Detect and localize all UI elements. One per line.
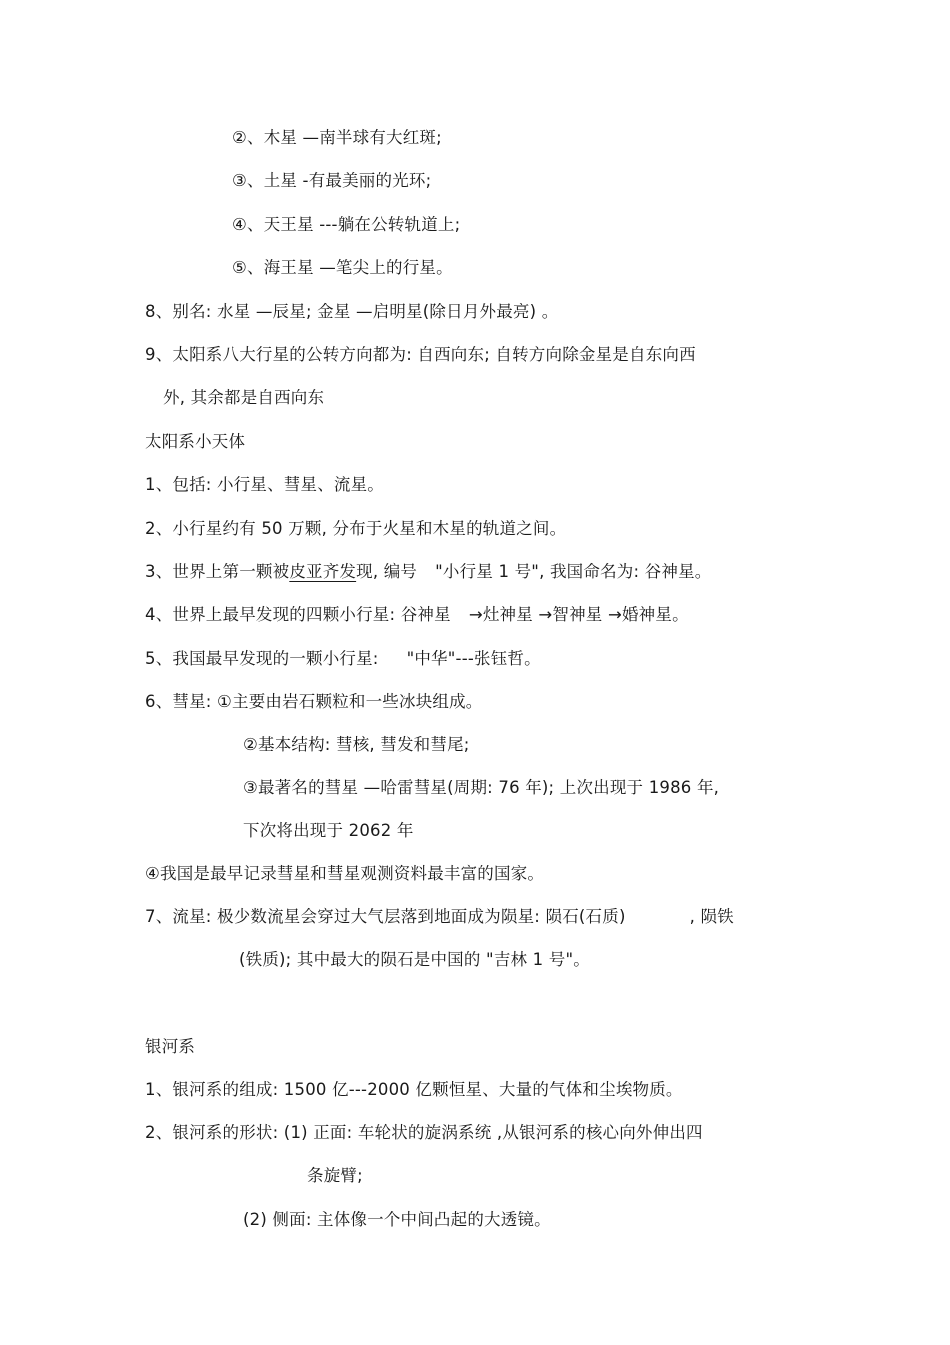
section-heading-small-bodies: 太阳系小天体 [145,432,246,451]
item-first-asteroid [145,561,712,583]
item-comet: 6、彗星: ①主要由岩石颗粒和一些冰块组成。 [145,692,483,711]
first-four-text-1: 4、世界上最早发现的四颗小行星: 谷神星 [145,605,451,624]
first-asteroid-discoverer: 皮亚齐发 [289,562,357,581]
item-rotation-direction-continued: 外, 其余都是自西向东 [163,388,325,407]
item-milky-way-shape: 2、银河系的形状: (1) 正面: 车轮状的旋涡系统 ,从银河系的核心向外伸出四 [145,1123,703,1142]
item-halley-comet: ③最著名的彗星 —哈雷彗星(周期: 76 年); 上次出现于 1986 年, [243,778,720,797]
first-four-text-2: →灶神星 →智神星 →婚神星。 [468,605,689,624]
list-item-uranus: ④、天王星 ---躺在公转轨道上; [232,215,461,234]
list-item-saturn: ③、土星 -有最美丽的光环; [232,171,432,190]
item-asteroid-count: 2、小行星约有 50 万颗, 分布于火星和木星的轨道之间。 [145,519,567,538]
meteor-text-1: 7、流星: 极少数流星会穿过大气层落到地面成为陨星: 陨石(石质) [145,907,626,926]
item-comet-structure: ②基本结构: 彗核, 彗发和彗尾; [243,735,470,754]
item-milky-way-shape-continued: 条旋臂; [307,1166,363,1185]
item-small-bodies-includes: 1、包括: 小行星、彗星、流星。 [145,475,385,494]
item-milky-way-side-view: (2) 侧面: 主体像一个中间凸起的大透镜。 [243,1210,551,1229]
meteor-text-2: , 陨铁 [689,907,734,926]
list-item-neptune: ⑤、海王星 —笔尖上的行星。 [232,258,453,277]
first-asteroid-text-3: "小行星 1 号", 我国命名为: 谷神星。 [435,562,712,581]
china-asteroid-text-1: 5、我国最早发现的一颗小行星: [145,649,379,668]
item-meteor-continued: (铁质); 其中最大的陨石是中国的 "吉林 1 号"。 [239,950,590,969]
item-china-comet-records: ④我国是最早记录彗星和彗星观测资料最丰富的国家。 [145,864,545,883]
first-asteroid-text-1: 3、世界上第一颗被 [145,562,290,581]
item-milky-way-composition: 1、银河系的组成: 1500 亿---2000 亿颗恒星、大量的气体和尘埃物质。 [145,1080,683,1099]
item-meteor [145,906,734,928]
item-first-four-asteroids [145,604,689,626]
section-heading-milky-way: 银河系 [145,1037,196,1056]
item-halley-next: 下次将出现于 2062 年 [243,821,414,840]
list-item-jupiter: ②、木星 —南半球有大红斑; [232,128,442,147]
item-aliases: 8、别名: 水星 —辰星; 金星 —启明星(除日月外最亮) 。 [145,302,559,321]
item-rotation-direction: 9、太阳系八大行星的公转方向都为: 自西向东; 自转方向除金星是自东向西 [145,345,696,364]
china-asteroid-text-2: "中华"---张钰哲。 [406,649,541,668]
first-asteroid-text-2: 现, 编号 [356,562,418,581]
item-china-first-asteroid [145,648,541,670]
